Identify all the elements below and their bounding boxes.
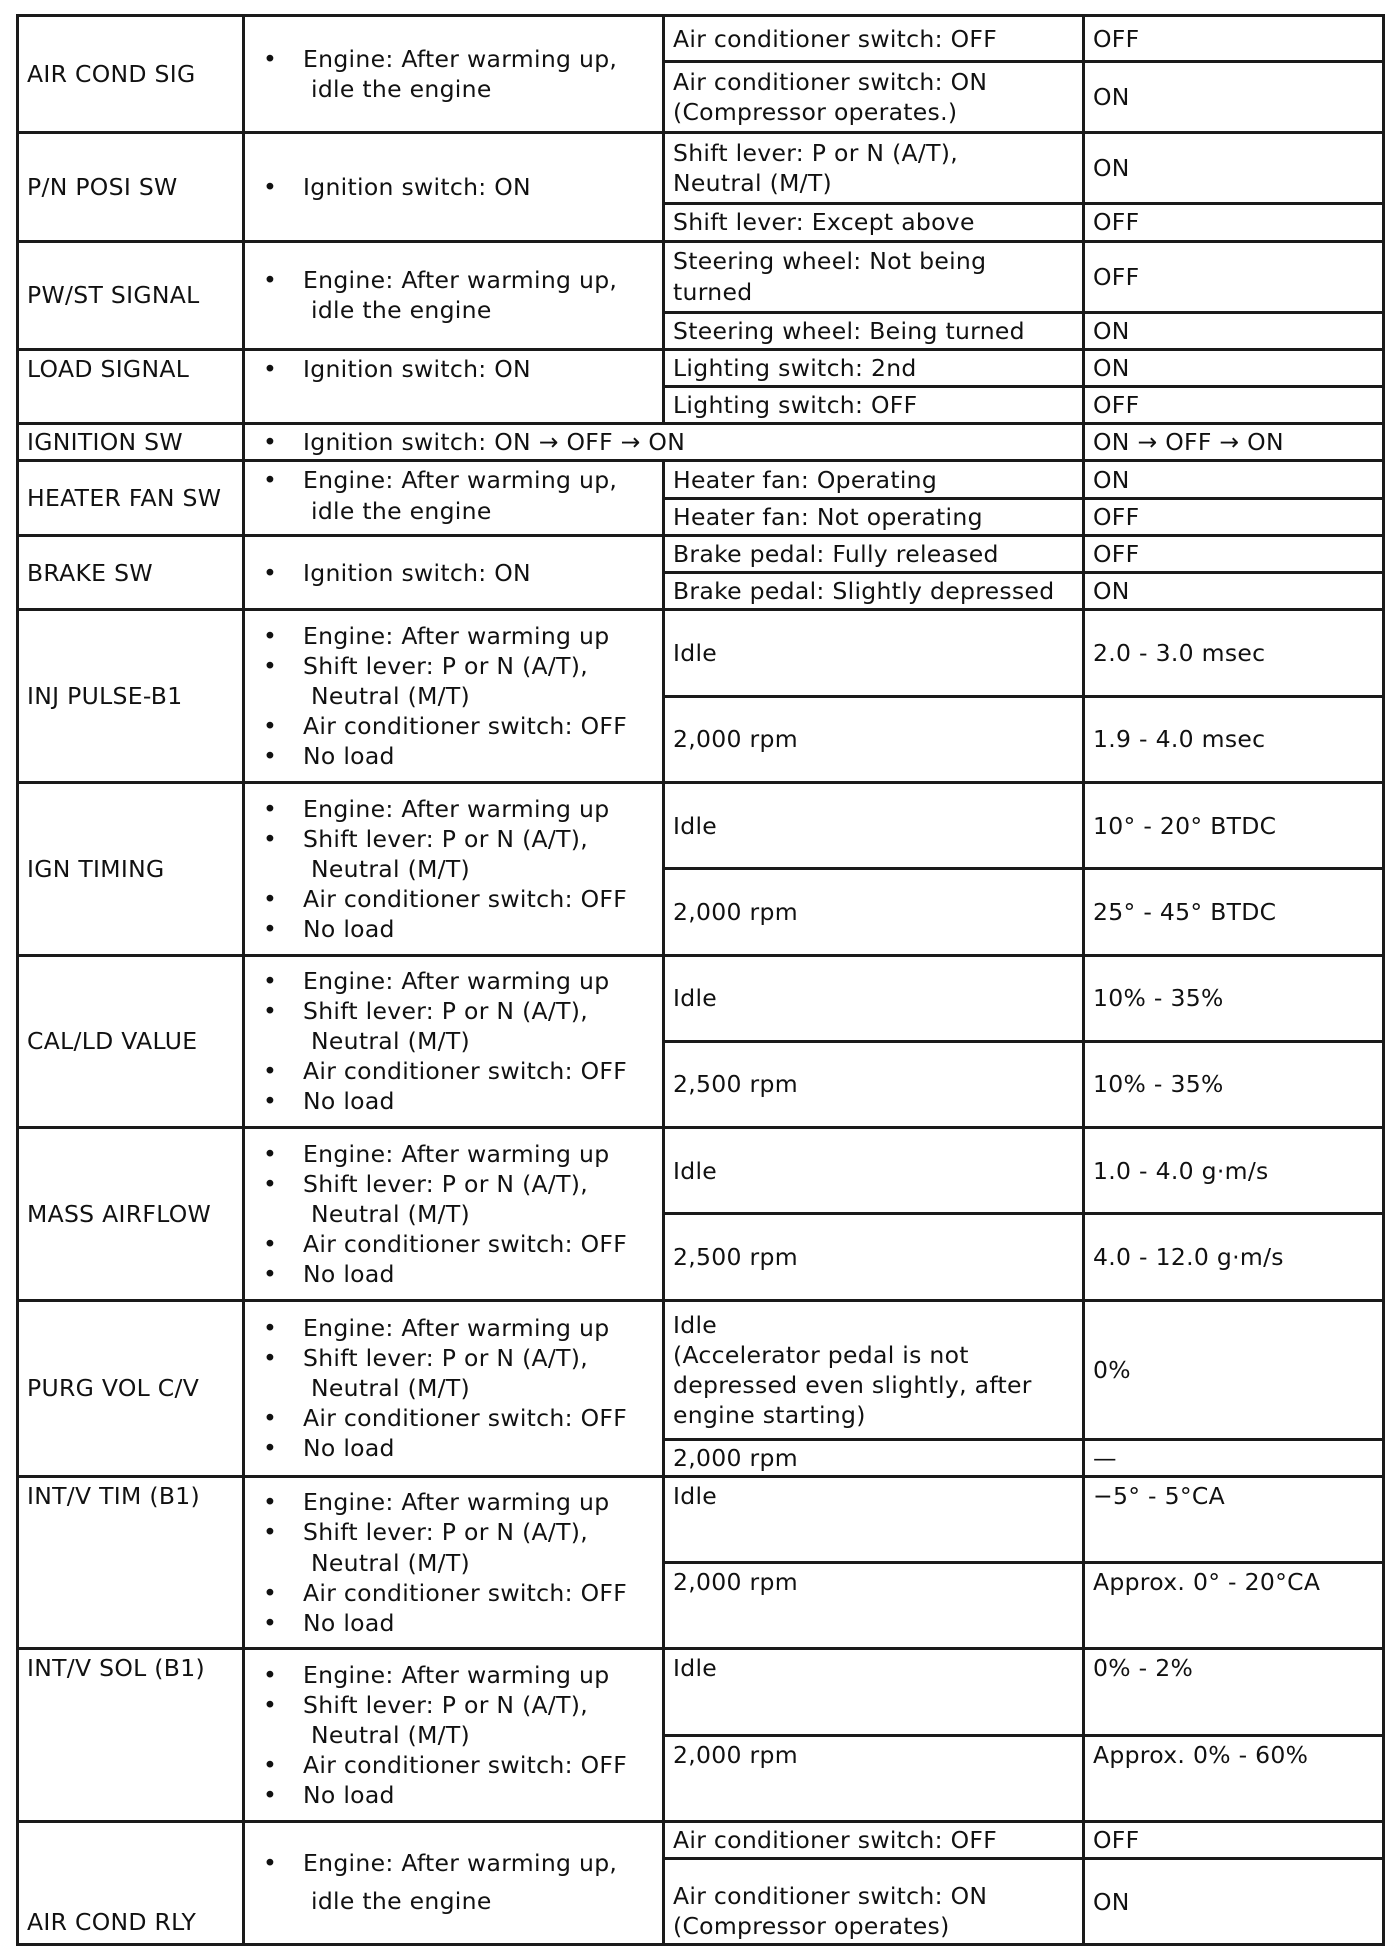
condition-item: • No load (263, 1259, 654, 1289)
condition-cell (244, 535, 664, 609)
table-row (18, 349, 1384, 386)
state-cell: 2,000 rpm (664, 1439, 1084, 1476)
condition-item: • Engine: After warming up (263, 621, 654, 651)
state-cell: Shift lever: P or N (A/T), Neutral (M/T) (664, 133, 1084, 204)
state-cell: Air conditioner switch: ON (Compressor operates) (664, 1859, 1084, 1945)
condition-item: • Shift lever: P or N (A/T), Neutral (M/T) (263, 1343, 654, 1403)
condition-cell (244, 1128, 664, 1301)
item-name: BRAKE SW (27, 558, 153, 587)
condition-item: • No load (263, 741, 654, 771)
condition-cell (244, 955, 664, 1128)
item-name-cell (18, 1128, 244, 1301)
spec-cell: 4.0 - 12.0 g·m/s (1084, 1214, 1384, 1300)
spec-cell: ON (1084, 133, 1384, 204)
item-name: PURG VOL C/V (27, 1374, 200, 1403)
spec-cell: 1.9 - 4.0 msec (1084, 696, 1384, 782)
state-cell: Heater fan: Not operating (664, 498, 1084, 535)
table-row (18, 1649, 1384, 1735)
state-cell: Idle (664, 1476, 1084, 1562)
spec-cell: OFF (1084, 204, 1384, 241)
item-name-cell (18, 349, 244, 423)
condition-item: • Ignition switch: ON (263, 354, 654, 384)
item-name-cell (18, 1649, 244, 1822)
item-name-cell (18, 782, 244, 955)
table-row (18, 1822, 1384, 1859)
state-cell: Air conditioner switch: OFF (664, 1822, 1084, 1859)
spec-cell: 2.0 - 3.0 msec (1084, 610, 1384, 696)
condition-item: • Shift lever: P or N (A/T), Neutral (M/T) (263, 1169, 654, 1229)
spec-cell: ON (1084, 461, 1384, 498)
condition-item: • Shift lever: P or N (A/T), Neutral (M/T) (263, 1690, 654, 1750)
condition-item: • Air conditioner switch: OFF (263, 1578, 654, 1608)
condition-item: • Air conditioner switch: OFF (263, 711, 654, 741)
table-row (18, 16, 1384, 62)
item-name-cell (18, 424, 244, 461)
item-name: INJ PULSE-B1 (27, 682, 183, 711)
item-name-cell (18, 133, 244, 241)
condition-item: • Shift lever: P or N (A/T), Neutral (M/T) (263, 996, 654, 1056)
condition-item: • Air conditioner switch: OFF (263, 884, 654, 914)
condition-item: • Engine: After warming up, idle the engine (263, 1845, 654, 1920)
item-name: MASS AIRFLOW (27, 1199, 212, 1228)
state-cell: 2,500 rpm (664, 1214, 1084, 1300)
spec-cell: 10° - 20° BTDC (1084, 782, 1384, 868)
spec-cell: ON (1084, 573, 1384, 610)
item-name-cell (18, 1476, 244, 1649)
condition-item: • Air conditioner switch: OFF (263, 1750, 654, 1780)
condition-item: • Engine: After warming up (263, 966, 654, 996)
condition-cell (244, 1649, 664, 1822)
condition-item: • Engine: After warming up, idle the engine (263, 44, 654, 104)
item-name: IGN TIMING (27, 854, 165, 883)
condition-cell (244, 16, 664, 133)
table-row (18, 782, 1384, 868)
state-cell: Steering wheel: Not being turned (664, 241, 1084, 312)
spec-cell: — (1084, 1439, 1384, 1476)
spec-cell: OFF (1084, 241, 1384, 312)
condition-item: • Engine: After warming up, idle the engine (263, 265, 654, 325)
condition-item: • Shift lever: P or N (A/T), Neutral (M/T) (263, 1517, 654, 1577)
state-cell: Heater fan: Operating (664, 461, 1084, 498)
table-row (18, 1300, 1384, 1439)
condition-item: • No load (263, 1780, 654, 1810)
spec-cell: ON (1084, 312, 1384, 349)
item-name-cell (18, 1300, 244, 1476)
table-row (18, 424, 1384, 461)
condition-cell (244, 1822, 664, 1945)
item-name: AIR COND RLY (27, 1907, 197, 1936)
table-row (18, 241, 1384, 312)
item-name: INT/V SOL (B1) (27, 1654, 205, 1683)
item-name: PW/ST SIGNAL (27, 281, 200, 310)
spec-cell: 1.0 - 4.0 g·m/s (1084, 1128, 1384, 1214)
state-cell: Brake pedal: Slightly depressed (664, 573, 1084, 610)
state-cell: Idle (664, 610, 1084, 696)
spec-cell: OFF (1084, 1822, 1384, 1859)
condition-item: • No load (263, 914, 654, 944)
state-cell: Air conditioner switch: ON (Compressor operates.) (664, 62, 1084, 133)
item-name-cell (18, 1822, 244, 1945)
table-row (18, 955, 1384, 1041)
item-name: P/N POSI SW (27, 172, 178, 201)
state-cell: Idle (664, 1128, 1084, 1214)
item-name: INT/V TIM (B1) (27, 1481, 200, 1510)
condition-item: • Air conditioner switch: OFF (263, 1056, 654, 1086)
condition-item: • Shift lever: P or N (A/T), Neutral (M/T) (263, 651, 654, 711)
table-row (18, 1128, 1384, 1214)
condition-item: • Shift lever: P or N (A/T), Neutral (M/T) (263, 824, 654, 884)
spec-cell: Approx. 0% - 60% (1084, 1735, 1384, 1821)
spec-cell: OFF (1084, 16, 1384, 62)
state-cell: Idle (664, 1649, 1084, 1735)
item-name: LOAD SIGNAL (27, 354, 190, 383)
state-cell: Idle (664, 955, 1084, 1041)
spec-cell: −5° - 5°CA (1084, 1476, 1384, 1562)
spec-cell: OFF (1084, 387, 1384, 424)
spec-cell: 10% - 35% (1084, 1041, 1384, 1127)
item-name-cell (18, 955, 244, 1128)
condition-item: • Ignition switch: ON (263, 172, 654, 202)
condition-item: • Air conditioner switch: OFF (263, 1229, 654, 1259)
condition-item: • Ignition switch: ON → OFF → ON (263, 427, 1074, 457)
condition-item: • Engine: After warming up (263, 794, 654, 824)
state-cell: 2,000 rpm (664, 1735, 1084, 1821)
condition-item: • Engine: After warming up (263, 1139, 654, 1169)
condition-cell (244, 1476, 664, 1649)
spec-cell: OFF (1084, 535, 1384, 572)
spec-cell: 10% - 35% (1084, 955, 1384, 1041)
item-name-cell (18, 16, 244, 133)
spec-cell: ON (1084, 349, 1384, 386)
condition-cell (244, 782, 664, 955)
state-cell: Idle (Accelerator pedal is not depressed even slightly, after engine starting) (664, 1300, 1084, 1439)
condition-cell (244, 461, 664, 535)
state-cell: 2,000 rpm (664, 869, 1084, 955)
table-row (18, 610, 1384, 696)
table-row (18, 461, 1384, 498)
condition-item: • Engine: After warming up (263, 1660, 654, 1690)
item-name: HEATER FAN SW (27, 484, 222, 513)
spec-cell: ON (1084, 62, 1384, 133)
condition-cell (244, 424, 1084, 461)
condition-item: • Ignition switch: ON (263, 558, 654, 588)
item-name-cell (18, 610, 244, 783)
spec-cell: 0% - 2% (1084, 1649, 1384, 1735)
item-name-cell (18, 461, 244, 535)
state-cell: Lighting switch: 2nd (664, 349, 1084, 386)
table-row (18, 133, 1384, 204)
condition-item: • Engine: After warming up (263, 1487, 654, 1517)
state-cell: 2,000 rpm (664, 696, 1084, 782)
item-name: AIR COND SIG (27, 60, 196, 89)
table-row (18, 1476, 1384, 1562)
condition-item: • Engine: After warming up, idle the engine (263, 465, 654, 525)
spec-cell: 25° - 45° BTDC (1084, 869, 1384, 955)
state-cell: Shift lever: Except above (664, 204, 1084, 241)
condition-cell (244, 133, 664, 241)
spec-cell: ON (1084, 1859, 1384, 1945)
specification-table (16, 14, 1385, 1946)
item-name-cell (18, 535, 244, 609)
spec-cell: 0% (1084, 1300, 1384, 1439)
spec-cell: ON → OFF → ON (1084, 424, 1384, 461)
condition-item: • No load (263, 1433, 654, 1463)
condition-item: • No load (263, 1608, 654, 1638)
condition-cell (244, 1300, 664, 1476)
condition-cell (244, 241, 664, 349)
condition-item: • No load (263, 1086, 654, 1116)
state-cell: Idle (664, 782, 1084, 868)
condition-item: • Air conditioner switch: OFF (263, 1403, 654, 1433)
state-cell: 2,500 rpm (664, 1041, 1084, 1127)
state-cell: Air conditioner switch: OFF (664, 16, 1084, 62)
spec-cell: OFF (1084, 498, 1384, 535)
spec-cell: Approx. 0° - 20°CA (1084, 1563, 1384, 1649)
condition-item: • Engine: After warming up (263, 1313, 654, 1343)
item-name-cell (18, 241, 244, 349)
state-cell: Steering wheel: Being turned (664, 312, 1084, 349)
state-cell: Brake pedal: Fully released (664, 535, 1084, 572)
item-name: CAL/LD VALUE (27, 1027, 198, 1056)
condition-cell (244, 610, 664, 783)
state-cell: 2,000 rpm (664, 1563, 1084, 1649)
condition-cell (244, 349, 664, 423)
table-row (18, 535, 1384, 572)
item-name: IGNITION SW (27, 428, 183, 457)
state-cell: Lighting switch: OFF (664, 387, 1084, 424)
